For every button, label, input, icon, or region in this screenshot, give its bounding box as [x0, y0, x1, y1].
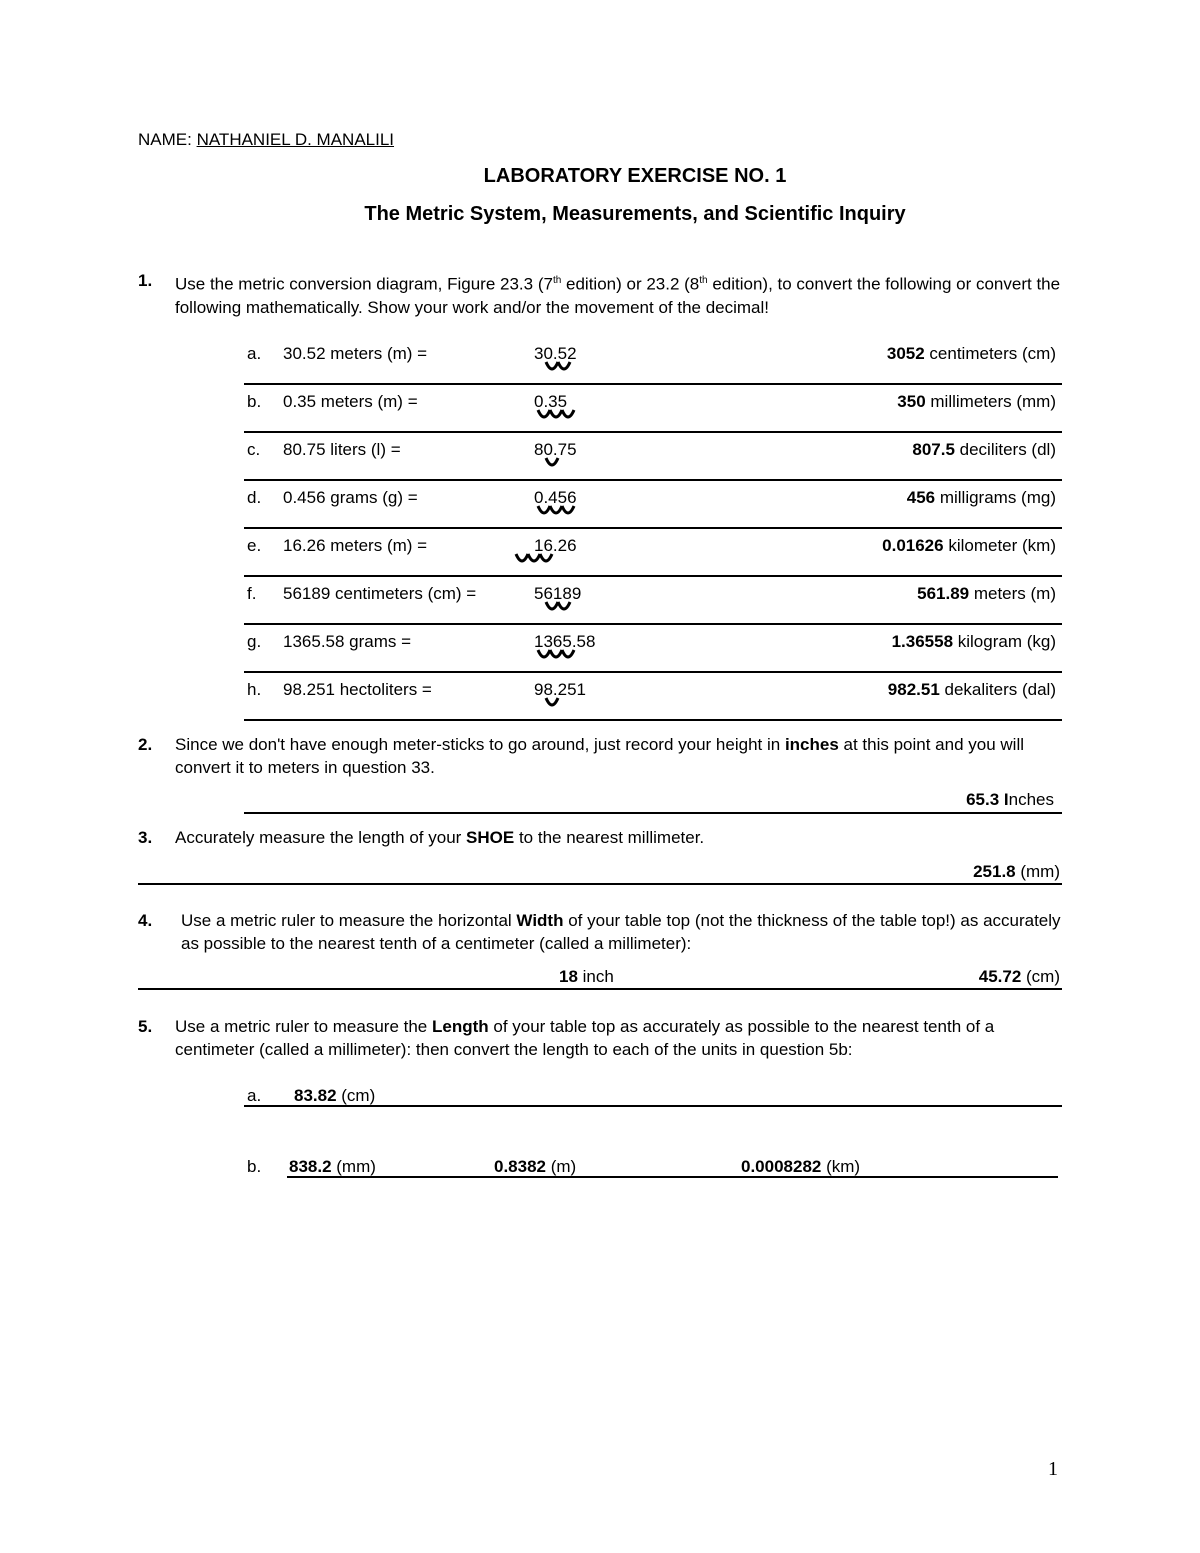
row-work-number: 56189 [534, 584, 582, 603]
width-inch-value: 18 [559, 967, 578, 986]
row-letter: b. [247, 392, 262, 411]
row-work-number: 80.75 [534, 440, 577, 459]
length-cm-unit: (cm) [336, 1086, 376, 1105]
row-answer-value: 350 [897, 392, 926, 411]
row-answer-unit: kilometer (km) [943, 536, 1056, 555]
row-answer-unit: deciliters (dl) [954, 440, 1056, 459]
row-given: 30.52 meters (m) = [283, 344, 428, 363]
length-m-value: 0.8382 [494, 1157, 546, 1176]
hop-mark [546, 602, 558, 609]
length-m-unit: (m) [546, 1157, 577, 1176]
q5b-letter: b. [247, 1157, 262, 1176]
hop-mark [550, 650, 562, 657]
row-answer [907, 488, 1056, 508]
hop-mark [546, 458, 558, 465]
row-work-number: 0.35 [534, 392, 568, 411]
row-work [534, 632, 595, 652]
row-letter: a. [247, 344, 262, 363]
question-3-text-a: Accurately measure the length of your [175, 828, 467, 847]
row-answer-value: 982.51 [887, 680, 940, 699]
row-work-number: 30.52 [534, 344, 577, 363]
question-1-text-a: Use the metric conversion diagram, Figure 23.3 (7 [175, 274, 553, 294]
question-2-text-a: Since we don't have enough meter-sticks to go around, just record your height in [175, 735, 785, 754]
row-answer-unit: millimeters (mm) [925, 392, 1056, 411]
question-1-text-b: edition) or 23.2 (8 [561, 274, 700, 294]
hop-mark [538, 410, 550, 417]
conversion-row [244, 575, 1062, 625]
conversion-row [244, 623, 1062, 673]
question-5-bold: Length [431, 1017, 489, 1036]
row-work [534, 344, 577, 364]
shoe-value: 251.8 [973, 862, 1016, 881]
question-4-text-b: of your table top (not the thickness of the table top!) as accurately as possible to the nearest tenth of a centimeter (called a millimeter): [181, 911, 1061, 953]
width-inch-unit: inch [577, 967, 614, 986]
row-work-number: 98.251 [534, 680, 586, 699]
row-given: 0.35 meters (m) = [283, 392, 418, 411]
row-answer [917, 584, 1056, 604]
q5b-m-answer [494, 1157, 576, 1177]
row-letter: h. [247, 680, 262, 699]
row-work [534, 584, 581, 604]
page-title: LABORATORY EXERCISE NO. 1 [483, 165, 787, 187]
row-answer [897, 392, 1056, 412]
question-5-number: 5. [138, 1017, 153, 1036]
row-answer-unit: milligrams (mg) [935, 488, 1056, 507]
row-given: 98.251 hectoliters = [283, 680, 432, 699]
decimal-hop-marks [544, 456, 560, 470]
row-letter: c. [247, 440, 261, 459]
question-4-number: 4. [138, 911, 153, 930]
row-answer-value: 456 [906, 488, 936, 507]
conversion-row [244, 335, 1062, 385]
width-cm-unit: (cm) [1021, 967, 1060, 986]
row-given: 1365.58 grams = [283, 632, 412, 651]
row-letter: e. [247, 536, 262, 555]
hop-mark [538, 650, 550, 657]
length-km-unit: (km) [821, 1157, 861, 1176]
hop-mark [558, 602, 570, 609]
row-letter: d. [247, 488, 262, 507]
shoe-unit: (mm) [1015, 862, 1060, 881]
hop-mark [562, 650, 574, 657]
superscript-th: th [552, 275, 562, 286]
row-letter: f. [247, 584, 257, 603]
row-answer-value: 807.5 [912, 440, 955, 459]
hop-mark [550, 506, 562, 513]
hop-mark [528, 554, 540, 561]
row-answer-value: 0.01626 [882, 536, 944, 555]
row-answer-unit: kilogram (kg) [953, 632, 1056, 651]
row-work [534, 680, 586, 700]
name-line [138, 130, 394, 150]
conversion-row [244, 479, 1062, 529]
decimal-hop-marks [544, 360, 572, 374]
conversion-row [244, 527, 1062, 577]
q5b-km-answer [741, 1157, 860, 1177]
height-value: 65.3 I [966, 790, 1009, 809]
width-inch-answer [559, 967, 614, 987]
decimal-hop-marks [544, 696, 560, 710]
hop-mark [538, 506, 550, 513]
answer-line [287, 1176, 1058, 1178]
answer-line [244, 812, 1062, 814]
question-3-bold: SHOE [466, 828, 515, 847]
row-work-number: 0.456 [534, 488, 577, 507]
row-answer-value: 3052 [886, 344, 925, 363]
answer-line [138, 988, 1062, 990]
row-answer-unit: centimeters (cm) [924, 344, 1056, 363]
row-work-number: 16.26 [534, 536, 577, 555]
hop-mark [546, 362, 558, 369]
question-5-text [175, 1015, 1065, 1061]
question-3-number: 3. [138, 828, 153, 847]
height-unit: nches [1008, 790, 1054, 809]
row-given: 0.456 grams (g) = [283, 488, 418, 507]
question-1-text [175, 269, 1065, 319]
row-answer [887, 344, 1056, 364]
hop-mark [546, 698, 558, 705]
row-answer [888, 680, 1056, 700]
row-answer [892, 632, 1056, 652]
question-4-bold: Width [516, 911, 564, 930]
row-answer [912, 440, 1056, 460]
row-work [534, 392, 567, 412]
q5a-letter: a. [247, 1086, 262, 1105]
row-letter: g. [247, 632, 262, 651]
row-answer [882, 536, 1056, 556]
page-number: 1 [1048, 1458, 1058, 1480]
question-4-text [181, 909, 1071, 955]
length-mm-value: 838.2 [289, 1157, 332, 1176]
question-4-text-a: Use a metric ruler to measure the horizontal [181, 911, 517, 930]
question-2-text-b: at this point and you will convert it to meters in question 33. [175, 735, 1025, 777]
hop-mark [516, 554, 528, 561]
question-5-text-a: Use a metric ruler to measure the [175, 1017, 432, 1036]
conversion-row [244, 383, 1062, 433]
answer-line [244, 1105, 1062, 1107]
row-work [534, 440, 577, 460]
question-5-text-b: of your table top as accurately as possible to the nearest tenth of a centimeter (called a millimeter): then convert the length to each of the units in question 5b: [175, 1017, 995, 1059]
decimal-hop-marks [544, 600, 572, 614]
row-given: 16.26 meters (m) = [283, 536, 428, 555]
question-2-number: 2. [138, 735, 153, 754]
shoe-answer [973, 862, 1060, 882]
hop-mark [562, 410, 574, 417]
width-cm-answer [979, 967, 1060, 987]
row-answer-value: 1.36558 [891, 632, 954, 651]
length-km-value: 0.0008282 [741, 1157, 822, 1176]
length-cm-value: 83.82 [294, 1086, 337, 1105]
hop-mark [550, 410, 562, 417]
conversion-row [244, 431, 1062, 481]
row-answer-unit: dekaliters (dal) [939, 680, 1056, 699]
student-name: NATHANIEL D. MANALILI [196, 130, 395, 149]
question-3-text [175, 826, 1065, 849]
question-3-text-b: to the nearest millimeter. [514, 828, 705, 847]
row-answer-unit: meters (m) [969, 584, 1056, 603]
hop-mark [562, 506, 574, 513]
width-cm-value: 45.72 [978, 967, 1022, 986]
decimal-hop-marks [536, 504, 576, 518]
question-2-text [175, 733, 1065, 779]
row-given: 80.75 liters (l) = [283, 440, 401, 459]
question-1-number: 1. [138, 271, 153, 290]
q5a-answer [294, 1086, 375, 1106]
hop-mark [558, 362, 570, 369]
height-answer [966, 790, 1054, 810]
row-work [534, 488, 577, 508]
hop-mark [540, 554, 552, 561]
question-1-text-c: edition), to convert the following or convert the following mathematically. Show your work and/or the movement of the decimal! [175, 274, 1061, 317]
length-mm-unit: (mm) [331, 1157, 376, 1176]
row-work-number: 1365.58 [534, 632, 596, 651]
question-2-bold: inches [784, 735, 839, 754]
conversion-row [244, 671, 1062, 721]
row-answer-value: 561.89 [917, 584, 970, 603]
name-label: NAME: [138, 130, 192, 149]
page-subtitle: The Metric System, Measurements, and Scientific Inquiry [364, 203, 906, 225]
decimal-hop-marks [536, 408, 576, 422]
decimal-hop-marks [514, 552, 554, 566]
decimal-hop-marks [536, 648, 576, 662]
q5b-mm-answer [289, 1157, 376, 1177]
row-given: 56189 centimeters (cm) = [283, 584, 477, 603]
row-work [534, 536, 577, 556]
superscript-th: th [699, 275, 708, 286]
answer-line [138, 883, 1062, 885]
